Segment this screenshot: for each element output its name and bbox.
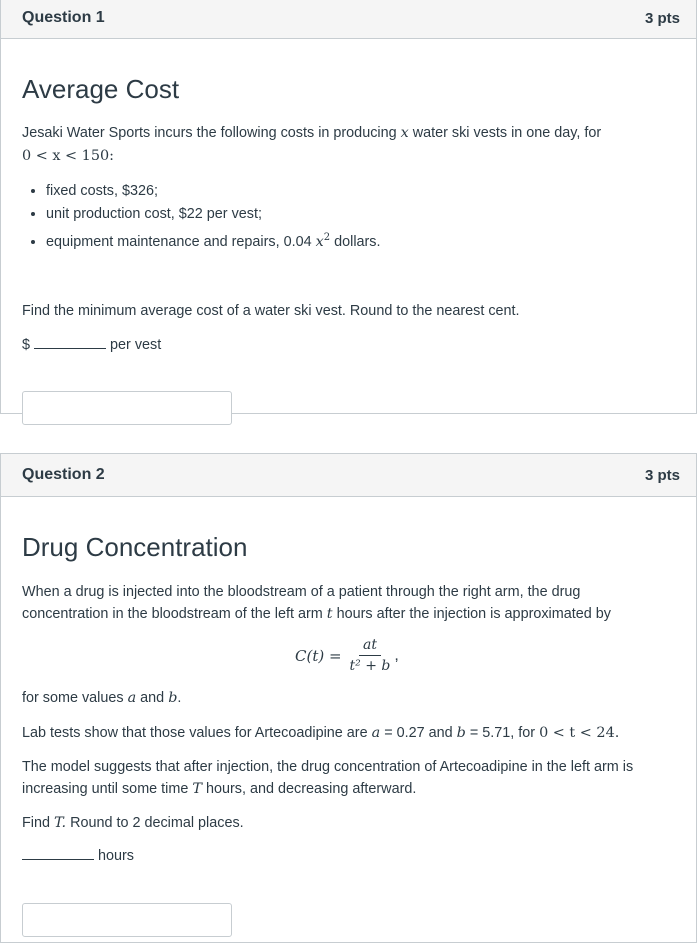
question-2-lab: Lab tests show that those values for Artecoadipine are a = 0.27 and b = 5.71, for 0 < t < 24. — [22, 725, 620, 741]
answer-blank — [34, 336, 106, 349]
list-item: • equipment maintenance and repairs, 0.04 $x^2$ dollars. — [46, 226, 381, 254]
formula-fraction: $\frac{at}{\text{t² + b}}$ — [349, 637, 391, 674]
question-1-prompt: Find the minimum average cost of a water ski vest. Round to the nearest cent. — [22, 303, 520, 319]
question-1-points: 3 pts — [644, 9, 680, 27]
answer-unit: per vest — [110, 337, 162, 353]
question-2-answer-line — [22, 845, 134, 867]
question-1-heading: Average Cost — [22, 74, 180, 104]
question-1-domain: 0 < x < 150: — [22, 148, 115, 164]
question-1-answer-input[interactable] — [22, 391, 232, 425]
question-1-intro: Jesaki Water Sports incurs the following costs in producing x water ski vests in one day, for — [22, 125, 602, 141]
question-2-points: 3 pts — [644, 466, 680, 484]
list-item: • unit production cost, $22 per vest; — [46, 203, 381, 226]
question-1-title: Question 1 — [22, 9, 105, 26]
question-1-header — [1, 0, 696, 39]
dollar-sign: $ — [22, 337, 31, 353]
answer-blank — [22, 847, 94, 860]
concentration-formula: C(t) = $\frac{at}{\text{t² + b}}$ , — [295, 637, 399, 674]
question-1-answer-line — [22, 334, 161, 356]
question-2-answer-input[interactable] — [22, 903, 232, 937]
answer-unit: hours — [98, 848, 134, 864]
question-1-cost-list — [22, 180, 381, 254]
question-2-header — [1, 454, 696, 497]
question-1-panel — [0, 0, 697, 414]
question-2-title: Question 2 — [22, 466, 105, 483]
question-2-model: The model suggests that after injection, the drug concentration of Artecoadipine in the left arm is increasing until some time T hours, and decreasing afterward. — [22, 759, 634, 797]
question-2-panel — [0, 453, 697, 943]
question-2-values: for some values a and b. — [22, 690, 182, 706]
list-item: • fixed costs, $326; — [46, 180, 381, 203]
question-2-heading: Drug Concentration — [22, 532, 248, 562]
question-2-find: Find T. Round to 2 decimal places. — [22, 815, 244, 831]
question-2-intro: When a drug is injected into the bloodstream of a patient through the right arm, the drug concentration in the bloodstream of the left arm t hours after the injection is approximated by — [22, 584, 611, 622]
